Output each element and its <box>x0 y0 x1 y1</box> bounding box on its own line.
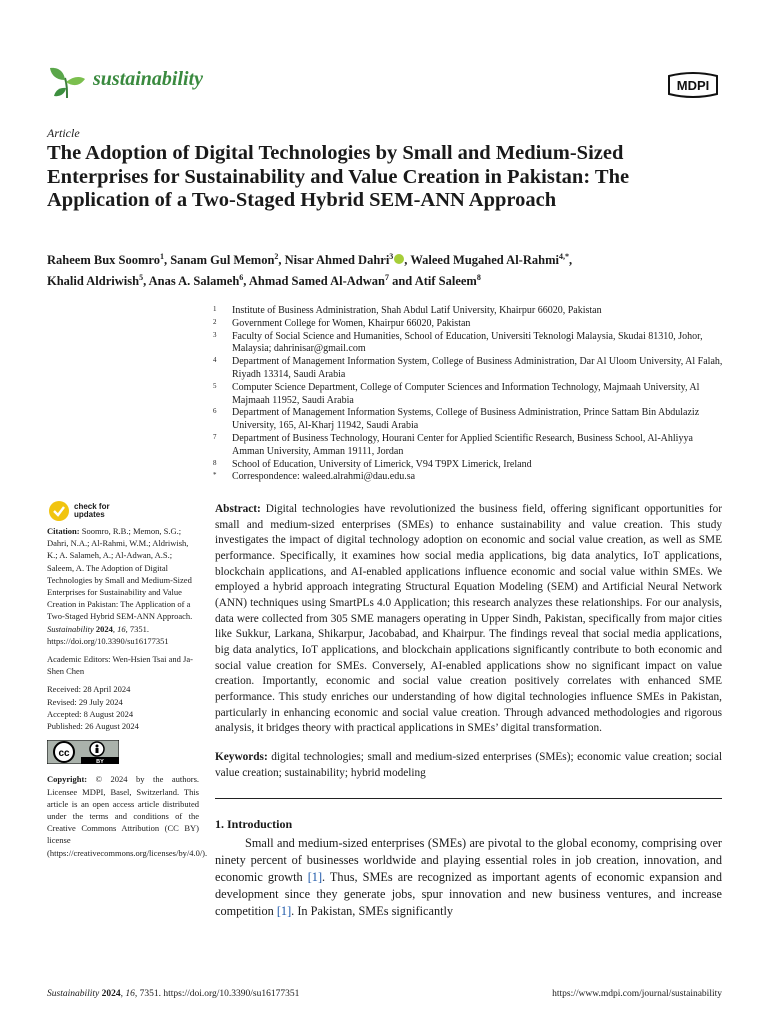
reference-link[interactable]: [1] <box>276 903 292 918</box>
copyright-label: Copyright: <box>47 774 88 785</box>
citation-year: 2024 <box>95 623 113 634</box>
svg-text:cc: cc <box>58 748 70 760</box>
author-and: and <box>392 274 413 289</box>
main-column <box>215 502 722 920</box>
affiliation-item <box>213 331 727 357</box>
citation-label: Citation: <box>47 526 80 536</box>
publisher-name: MDPI <box>676 78 710 93</box>
author-list: Raheem Bux Soomro$^1$, Sanam Gul Memon$^2$, Nisar Ahmed Dahri$^3$ , Waleed Mugahed Al-Rahmi$^{4,*}$, Khalid Aldriwish$^5$, Anas A. Salameh$^6$, Ahmad Samed Al-Adwan$^7$ and Atif Saleem$^8$ <box>47 252 573 289</box>
article-type: Article <box>47 126 80 140</box>
revised-date: Revised: 29 July 2024 <box>47 696 123 707</box>
journal-leaf-icon <box>47 62 87 102</box>
citation-volume: 16 <box>117 623 126 634</box>
orcid-icon[interactable] <box>394 254 404 264</box>
author-name: Atif Saleem <box>414 274 477 289</box>
affiliation-text: Department of Management Information Systems, College of Business Administration, Prince Sattam Bin Abdulaziz University, 165, Al-Kharj 11942, Saudi Arabia <box>232 407 700 432</box>
accepted-date: Accepted: 8 August 2024 <box>47 708 134 719</box>
journal-name: sustainability <box>93 68 204 90</box>
intro-text: Small and medium-sized enterprises (SMEs) are pivotal to the global economy, comprising over ninety percent of businesses worldwide and playing essential roles in job creation, innovation, and economic growth <box>215 835 722 884</box>
correspondence-text: Correspondence: waleed.alrahmi@dau.edu.sa <box>232 471 416 483</box>
dates-block <box>47 683 199 732</box>
check-updates-icon <box>47 499 71 523</box>
footer-volume: 16 <box>125 989 135 999</box>
section-divider <box>215 798 722 799</box>
check-updates-line: check for <box>74 501 110 511</box>
citation-text: Soomro, R.B.; Memon, S.G.; Dahri, N.A.; Al-Rahmi, W.M.; Aldriwish, K.; A. Salameh, A.; Al-Adwan, A.S.; Saleem, A. The Adoption of Digital Technologies by Small and Medium-Sized Enterprises for Sustainability and Value Creation in Pakistan: The Application of a Two-Staged Hybrid SEM-ANN Approach. <box>47 526 193 622</box>
keywords-label: Keywords: <box>215 750 268 763</box>
mdpi-logo <box>666 72 720 98</box>
affiliation-item <box>213 433 727 459</box>
affiliation-number: 6 <box>213 407 217 416</box>
keywords <box>215 750 722 781</box>
footer-journal: Sustainability <box>47 989 100 999</box>
footer-year: 2024 <box>101 989 121 999</box>
cc-by-license-icon[interactable] <box>47 740 119 764</box>
affiliation-number: 2 <box>213 317 217 326</box>
intro-paragraph <box>215 835 722 920</box>
sidebar <box>47 498 208 859</box>
affiliation-item <box>213 459 727 472</box>
author-affil-sup: 7 <box>384 273 389 283</box>
received-date: Received: 28 April 2024 <box>47 684 131 695</box>
affiliation-item <box>213 356 727 382</box>
author-affil-sup: 4,* <box>558 252 569 261</box>
author-affil-sup: 6 <box>239 273 244 283</box>
affiliation-number: 1 <box>213 305 217 313</box>
abstract-text: Digital technologies have revolutionized the business field, offering significant opportunities for small and medium-sized enterprises (SMEs) to enhance sustainability and value creation. This study investigates the impact of digital technology adoption on economic and social value creation, as well as SME performance. Specifically, it examines how social media applications, big data analytics, IoT applications, blockchain applications, and AI-enabled applications influence economic and social value within SMEs. We employed a hybrid approach integrating Structural Equation Modeling (SEM) and Artificial Neural Network (ANN) techniques using SmartPLs 4.0 Application; this research analyzes these relationships. For our analysis, data were collected from 305 SME managers operating in Upper Sindh, Pakistan, specifically from major cities like Sukkur, Larkana, Shikarpur, Jacobabad, and Khairpur. The findings reveal that social media applications, big data analytics, IoT applications, and blockchain applications significantly contribute to both economic and social value creation for SMEs. Conversely, AI-enabled applications show no significant impact on value creation. Importantly, economic and social value creation positively correlates with enhanced SME performance. This study enriches our understanding of how digital technologies influence SMEs in Pakistan, particularly in enhancing economic and social value creation. Through advanced methodologies and rigorous analysis, it bridges theory with practical applications in SMEs’ digital transformation. <box>215 503 723 735</box>
author-name: Nisar Ahmed Dahri <box>284 253 390 268</box>
citation-journal: Sustainability <box>47 623 94 634</box>
footer-doi[interactable]: , 7351. https://doi.org/10.3390/su16177351 <box>134 989 300 999</box>
published-date: Published: 26 August 2024 <box>47 721 139 732</box>
citation-block: Citation: Soomro, R.B.; Memon, S.G.; Dahri, N.A.; Al-Rahmi, W.M.; Aldriwish, K.; A. Salameh, A.; Al-Adwan, A.S.; Saleem, A. The Adoption of Digital Technologies by Small and Medium-Sized Enterprises for Sustainability and Value Creation in Pakistan: The Application of a Two-Staged Hybrid SEM-ANN Approach. Sustainability 2024, 16, 7351. https://doi.org/10.3390/su16177351 <box>47 526 193 646</box>
abstract-label: Abstract: <box>215 503 261 515</box>
affiliation-number: 5 <box>213 381 217 390</box>
affiliation-text: Faculty of Social Science and Humanities, School of Education, Universiti Teknologi Malaysia, Skudai 81310, Johor, Malaysia; dahrinisar@gmail.com <box>232 330 703 355</box>
affiliation-text: Department of Business Technology, Hourani Center for Applied Scientific Research, Business School, Al-Ahliyya Amman University, Amman 19111, Jordan <box>232 432 693 457</box>
author-name: Sanam Gul Memon <box>170 253 275 268</box>
correspondence-item <box>213 471 727 484</box>
check-for-updates-button[interactable] <box>47 498 199 524</box>
author-name: Waleed Mugahed Al-Rahmi <box>410 253 559 268</box>
check-updates-label <box>74 503 110 520</box>
affiliation-text: Institute of Business Administration, Shah Abdul Latif University, Khairpur 66020, Pakistan <box>232 305 602 316</box>
author-name: Raheem Bux Soomro <box>47 253 160 268</box>
author-affil-sup: 3 <box>389 252 394 261</box>
affiliation-number: 8 <box>213 458 217 467</box>
affiliation-item <box>213 305 727 318</box>
intro-text: . Thus, SMEs are recognized as important agents of economic expansion and development since they generate jobs, spur innovation and new business ventures, and increase competition <box>215 869 723 918</box>
check-updates-line: updates <box>74 510 105 519</box>
affiliation-number: * <box>213 471 217 480</box>
affiliation-number: 3 <box>213 330 217 339</box>
affiliation-text: School of Education, University of Limerick, V94 T9PX Limerick, Ireland <box>232 458 532 470</box>
copyright-text: © 2024 by the authors. Licensee MDPI, Basel, Switzerland. This article is an open access article distributed under the terms and conditions of the Creative Commons Attribution (CC BY) license (https://creativecommons.org/licenses/by/4.0/). <box>47 774 208 858</box>
author-affil-sup: 5 <box>139 273 144 283</box>
abstract <box>215 502 722 737</box>
author-name: Anas A. Salameh <box>148 274 240 289</box>
affiliation-item <box>213 382 727 408</box>
copyright-block <box>47 773 208 858</box>
affiliation-item <box>213 318 727 331</box>
keywords-text: digital technologies; small and medium-sized enterprises (SMEs); economic value creation; social value creation; sustainability; hybrid modeling <box>215 750 723 779</box>
affiliation-number: 4 <box>213 356 217 365</box>
cc-by-label: BY <box>96 759 104 765</box>
affiliation-number: 7 <box>213 432 217 441</box>
section-heading: 1. Introduction <box>215 817 293 832</box>
footer-journal-url[interactable]: https://www.mdpi.com/journal/sustainability <box>552 989 722 999</box>
affiliation-text: Computer Science Department, College of Computer Sciences and Information Technology, Majmaah University, Al Majmaah 11952, Saudi Arabia <box>232 381 700 406</box>
affiliation-item <box>213 407 727 433</box>
citation-doi[interactable]: , 7351. https://doi.org/10.3390/su16177351 <box>47 623 169 646</box>
author-name: Khalid Aldriwish <box>47 274 140 289</box>
affiliations <box>213 305 727 484</box>
paper-title: The Adoption of Digital Technologies by Small and Medium-Sized Enterprises for Sustainability and Value Creation in Pakistan: The Application of a Two-Staged Hybrid SEM-ANN Approach <box>47 142 630 211</box>
reference-link[interactable]: [1] <box>307 869 323 884</box>
author-name: Ahmad Samed Al-Adwan <box>248 274 385 289</box>
intro-text: . In Pakistan, SMEs significantly <box>291 903 454 918</box>
affiliation-text: Government College for Women, Khairpur 66020, Pakistan <box>232 317 471 329</box>
author-affil-sup: 1 <box>159 252 164 261</box>
affiliation-text: Department of Management Information System, College of Business Administration, Dar Al Uloom University, Al Falah, Riyadh 13314, Saudi Arabia <box>232 356 723 380</box>
footer-citation: Sustainability 2024, 16, 7351. https://doi.org/10.3390/su16177351 <box>47 989 300 999</box>
author-affil-sup: 8 <box>476 273 481 283</box>
author-affil-sup: 2 <box>274 252 279 261</box>
academic-editors: Academic Editors: Wen-Hsien Tsai and Ja-Shen Chen <box>47 654 193 677</box>
